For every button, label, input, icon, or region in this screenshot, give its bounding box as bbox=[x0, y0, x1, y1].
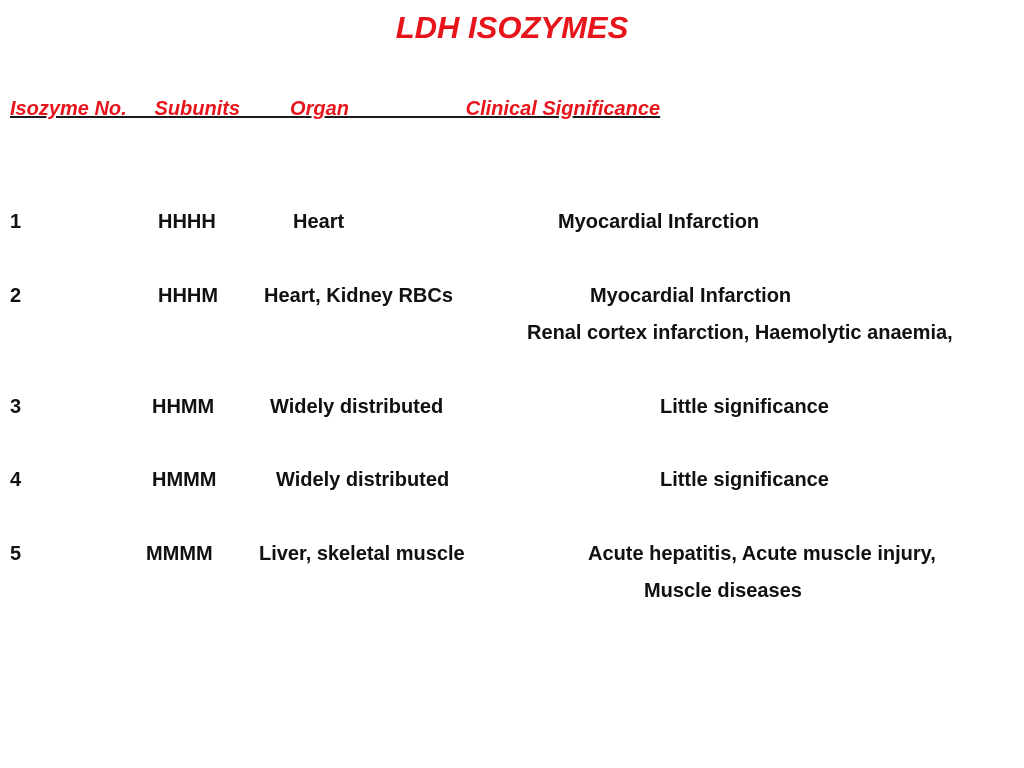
row-4-subunits: HMMM bbox=[152, 469, 217, 491]
row-1-organ: Heart bbox=[293, 211, 345, 233]
row-3-isozyme-no: 3 bbox=[10, 396, 22, 418]
table-header: Isozyme No. Subunits Organ Clinical Significance bbox=[10, 98, 661, 120]
row-2-isozyme-no: 2 bbox=[10, 285, 22, 307]
row-1-significance: Myocardial Infarction bbox=[558, 211, 760, 233]
slide-title: LDH ISOZYMES bbox=[395, 10, 629, 45]
row-3-significance: Little significance bbox=[660, 396, 829, 418]
row-5-organ: Liver, skeletal muscle bbox=[259, 543, 465, 565]
row-4-significance: Little significance bbox=[660, 469, 829, 491]
row-1-isozyme-no: 1 bbox=[10, 211, 22, 233]
row-3-subunits: HHMM bbox=[152, 396, 215, 418]
row-4-organ: Widely distributed bbox=[276, 469, 450, 491]
row-5-significance: Acute hepatitis, Acute muscle injury, bbox=[588, 543, 936, 565]
row-3-organ: Widely distributed bbox=[270, 396, 444, 418]
row-5-significance-line-2: Muscle diseases bbox=[644, 580, 802, 602]
row-2-significance: Myocardial Infarction bbox=[590, 285, 792, 307]
row-5-subunits: MMMM bbox=[146, 543, 213, 565]
row-2-subunits: HHHM bbox=[158, 285, 218, 307]
row-1-subunits: HHHH bbox=[158, 211, 216, 233]
row-5-isozyme-no: 5 bbox=[10, 543, 22, 565]
row-2-organ: Heart, Kidney RBCs bbox=[264, 285, 453, 307]
row-4-isozyme-no: 4 bbox=[10, 469, 22, 491]
row-2-significance-line-2: Renal cortex infarction, Haemolytic anaemia, bbox=[527, 322, 953, 344]
